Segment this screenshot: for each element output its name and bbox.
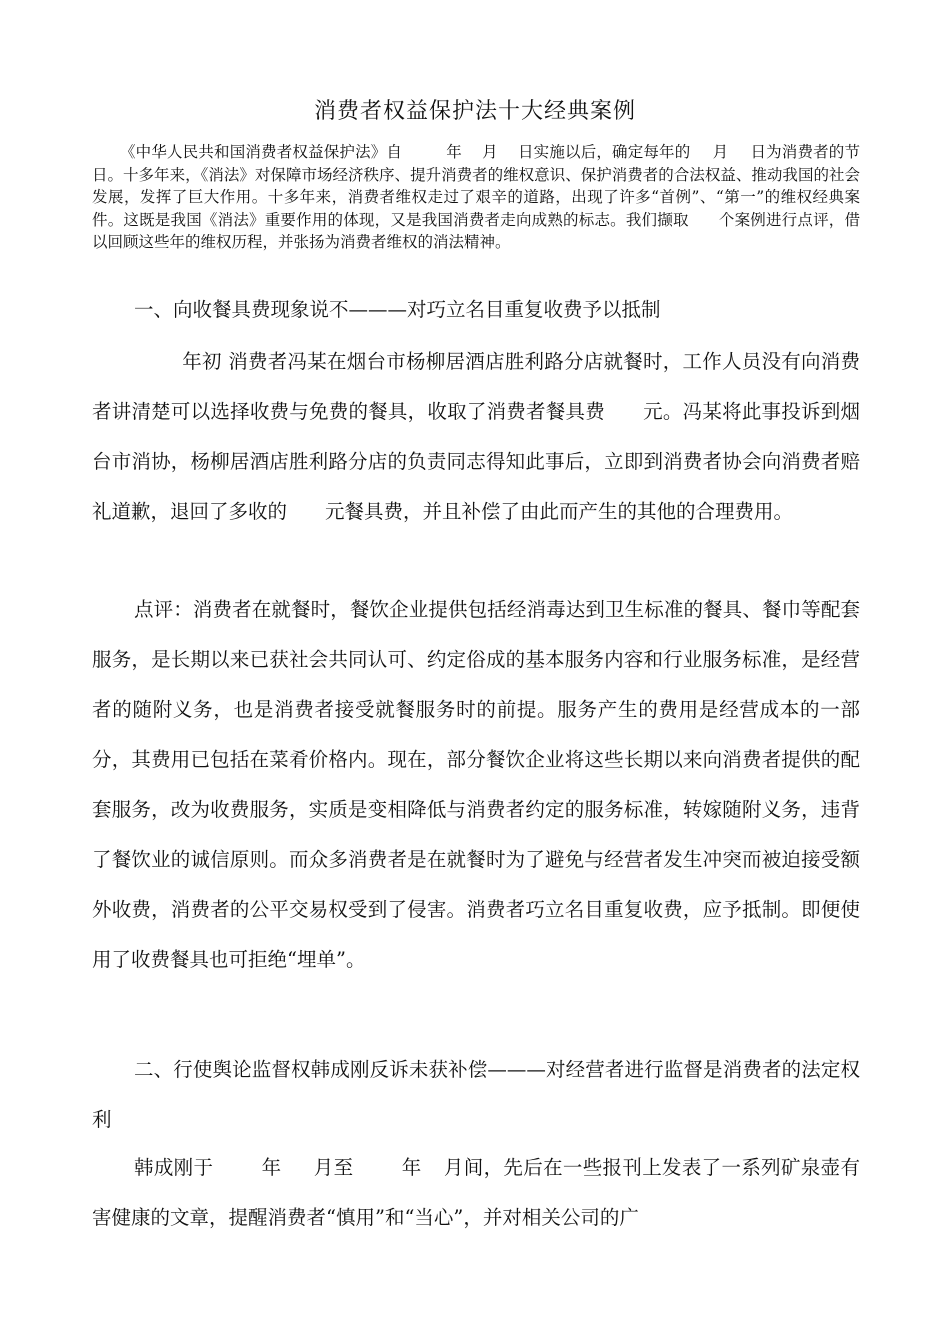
section-1-case	[92, 337, 860, 537]
case-text: 年初 消费者冯某在烟台市杨柳居酒店胜利路分店就餐时，工作人员没有向消费者讲清楚可以选择收费与免费的餐具，收取了消费者餐具费	[92, 350, 860, 423]
intro-text: 日实施以后，确定每年的	[517, 143, 691, 161]
para-text: 月至	[313, 1156, 354, 1179]
para-text: 韩成刚于	[134, 1156, 214, 1179]
page-title: 消费者权益保护法十大经典案例	[313, 99, 636, 124]
para-text: 年	[261, 1156, 282, 1179]
para-text: 月间，先后在一些报刊上发表了一系列矿泉壶有害健康的文章，提醒消费者“慎用”和“当心”，并对相关公司的广	[92, 1156, 860, 1229]
intro-paragraph	[92, 141, 860, 254]
case-text: 元餐具费，并且补偿了由此而产生的其他的合理费用。	[325, 500, 794, 523]
para-text: 年	[401, 1156, 422, 1179]
section-2-heading-text: 二、行使舆论监督权韩成刚反诉未获补偿———对经营者进行监督是消费者的法定权利	[92, 1058, 860, 1131]
section-2-heading	[92, 1045, 860, 1145]
section-1-heading-text: 一、向收餐具费现象说不———对巧立名目重复收费予以抵制	[134, 298, 661, 321]
intro-text: 年	[446, 143, 462, 161]
section-2-paragraph	[92, 1143, 860, 1243]
case-text: 元。冯某将此事投诉到烟台市消协，杨柳居酒店胜利路分店的负责同志得知此事后，立即到消费者协会向消费者赔礼道歉，退回了多收的	[92, 400, 860, 523]
intro-text: 月	[712, 143, 729, 161]
section-1-comment	[92, 585, 860, 985]
intro-text: 《中华人民共和国消费者权益保护法》自	[120, 143, 403, 161]
section-1-heading	[92, 295, 860, 325]
intro-text: 月	[481, 143, 498, 161]
intro-text: 日为消费者的节日。十多年来，《消法》对保障市场经济秩序、提升消费者的维权意识、保护消费者的合法权益、推动我国的社会发展，发挥了巨大作用。十多年来，消费者维权走过了艰辛的道路，出现了许多“首例”、“第一”的维权经典案件。这既是我国《消法》重要作用的体现，又是我国消费者走向成熟的标志。我们撷取	[92, 143, 860, 229]
intro-text: 个案例进行点评，借以回顾这些年的维权历程，并张扬为消费者维权的消法精神。	[92, 210, 860, 251]
comment-text: 点评：消费者在就餐时，餐饮企业提供包括经消毒达到卫生标准的餐具、餐巾等配套服务，是长期以来已获社会共同认可、约定俗成的基本服务内容和行业服务标准，是经营者的随附义务，也是消费者接受就餐服务时的前提。服务产生的费用是经营成本的一部分，其费用已包括在菜肴价格内。现在，部分餐饮企业将这些长期以来向消费者提供的配套服务，改为收费服务，实质是变相降低与消费者约定的服务标准，转嫁随附义务，违背了餐饮业的诚信原则。而众多消费者是在就餐时为了避免与经营者发生冲突而被迫接受额外收费，消费者的公平交易权受到了侵害。消费者巧立名目重复收费，应予抵制。即便使用了收费餐具也可拒绝“埋单”。	[92, 598, 860, 971]
